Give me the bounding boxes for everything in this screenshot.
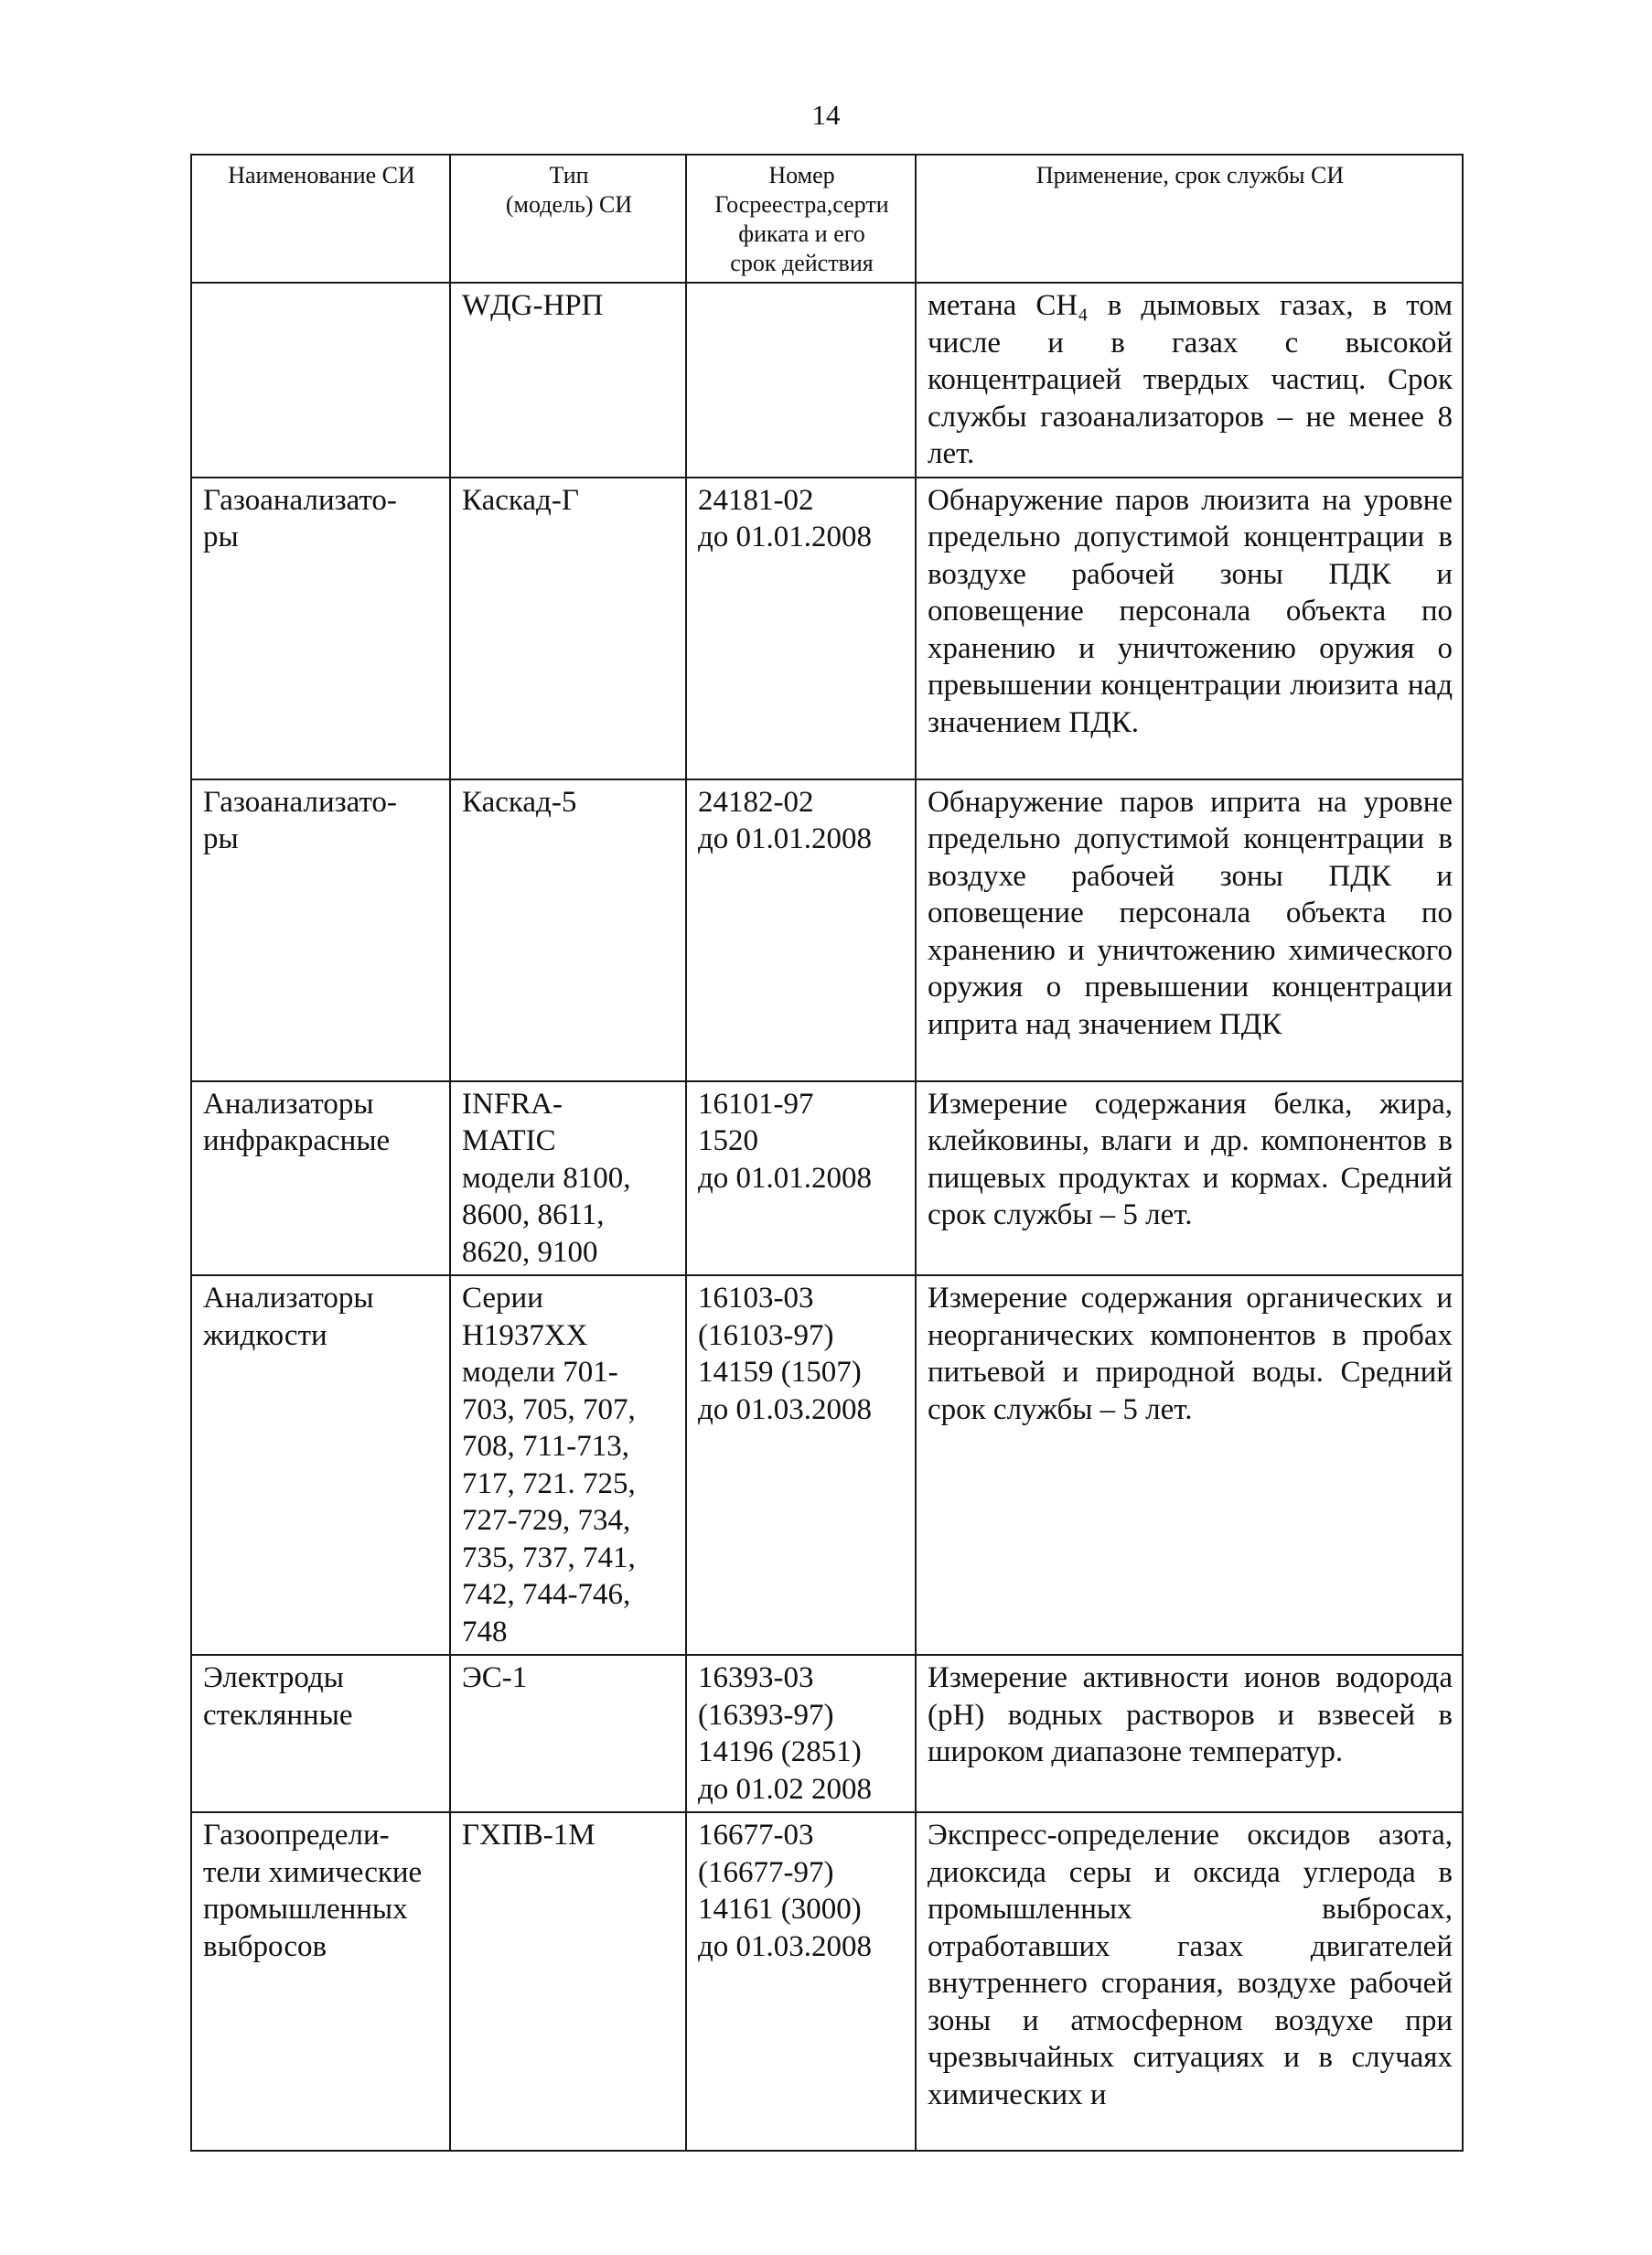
cell-application: метана СН₄ в дымовых газах, в том числе и в газах с высокой концентрацией твердых частиц. Срок службы газоанализаторов – не менее 8 лет. xyxy=(916,283,1463,478)
table-row xyxy=(191,1275,1463,1655)
table-row xyxy=(191,779,1463,1081)
table-row xyxy=(191,283,1463,478)
table-header-row xyxy=(191,155,1463,283)
cell-type: ЭС-1 xyxy=(450,1655,686,1812)
cell-registry xyxy=(686,283,916,478)
cell-name: Электроды стеклянные xyxy=(191,1655,450,1812)
cell-registry: 16101-97 1520 до 01.01.2008 xyxy=(686,1081,916,1276)
cell-registry: 16103-03 (16103-97) 14159 (1507) до 01.03.2008 xyxy=(686,1275,916,1655)
header-name: Наименование СИ xyxy=(191,155,450,283)
header-type: Тип (модель) СИ xyxy=(450,155,686,283)
cell-name: Анализаторы жидкости xyxy=(191,1275,450,1655)
cell-registry: 24182-02 до 01.01.2008 xyxy=(686,779,916,1081)
cell-application: Экспресс-определение оксидов азота, диоксида серы и оксида углерода в промышленных выбросах, отработавших газах двигателей внутреннего сгорания, воздухе рабочей зоны и атмосферном воздухе при чрезвычайных ситуациях и в случаях химических и xyxy=(916,1812,1463,2151)
table-row xyxy=(191,1812,1463,2151)
cell-name: Газоопредели- тели химические промышленных выбросов xyxy=(191,1812,450,2151)
cell-type: Каскад-5 xyxy=(450,779,686,1081)
cell-name xyxy=(191,283,450,478)
cell-registry: 16393-03 (16393-97) 14196 (2851) до 01.02 2008 xyxy=(686,1655,916,1812)
cell-type: Серии Н1937ХХ модели 701- 703, 705, 707, 708, 711-713, 717, 721. 725, 727-729, 734, 735, 737, 741, 742, 744-746, 748 xyxy=(450,1275,686,1655)
cell-type: ГХПВ-1М xyxy=(450,1812,686,2151)
cell-application: Обнаружение паров иприта на уровне предельно допустимой концентрации в воздухе рабочей зоны ПДК и оповещение персонала объекта по хранению и уничтожению химического оружия о превышении концентрации иприта над значением ПДК xyxy=(916,779,1463,1081)
cell-registry: 24181-02 до 01.01.2008 xyxy=(686,478,916,779)
cell-application: Измерение активности ионов водорода (рН) водных растворов и взвесей в широком диапазоне температур. xyxy=(916,1655,1463,1812)
cell-type: INFRA- MATIC модели 8100, 8600, 8611, 8620, 9100 xyxy=(450,1081,686,1276)
header-application: Применение, срок службы СИ xyxy=(916,155,1463,283)
cell-name: Газоанализато- ры xyxy=(191,779,450,1081)
cell-name: Анализаторы инфракрасные xyxy=(191,1081,450,1276)
page-number: 14 xyxy=(811,99,841,131)
table-row xyxy=(191,1081,1463,1276)
cell-application: Измерение содержания белка, жира, клейковины, влаги и др. компонентов в пищевых продуктах и кормах. Средний срок службы – 5 лет. xyxy=(916,1081,1463,1276)
cell-application: Обнаружение паров люизита на уровне предельно допустимой концентрации в воздухе рабочей зоны ПДК и оповещение персонала объекта по хранению и уничтожению оружия о превышении концентрации люизита над значением ПДК. xyxy=(916,478,1463,779)
table-row xyxy=(191,1655,1463,1812)
cell-type: WДG-НРП xyxy=(450,283,686,478)
cell-registry: 16677-03 (16677-97) 14161 (3000) до 01.03.2008 xyxy=(686,1812,916,2151)
cell-application: Измерение содержания органических и неорганических компонентов в пробах питьевой и природной воды. Средний срок службы – 5 лет. xyxy=(916,1275,1463,1655)
cell-type: Каскад-Г xyxy=(450,478,686,779)
table-row xyxy=(191,478,1463,779)
cell-name: Газоанализато- ры xyxy=(191,478,450,779)
header-registry: Номер Госреестра,серти фиката и его срок действия xyxy=(686,155,916,283)
measuring-instruments-table xyxy=(190,154,1464,2152)
